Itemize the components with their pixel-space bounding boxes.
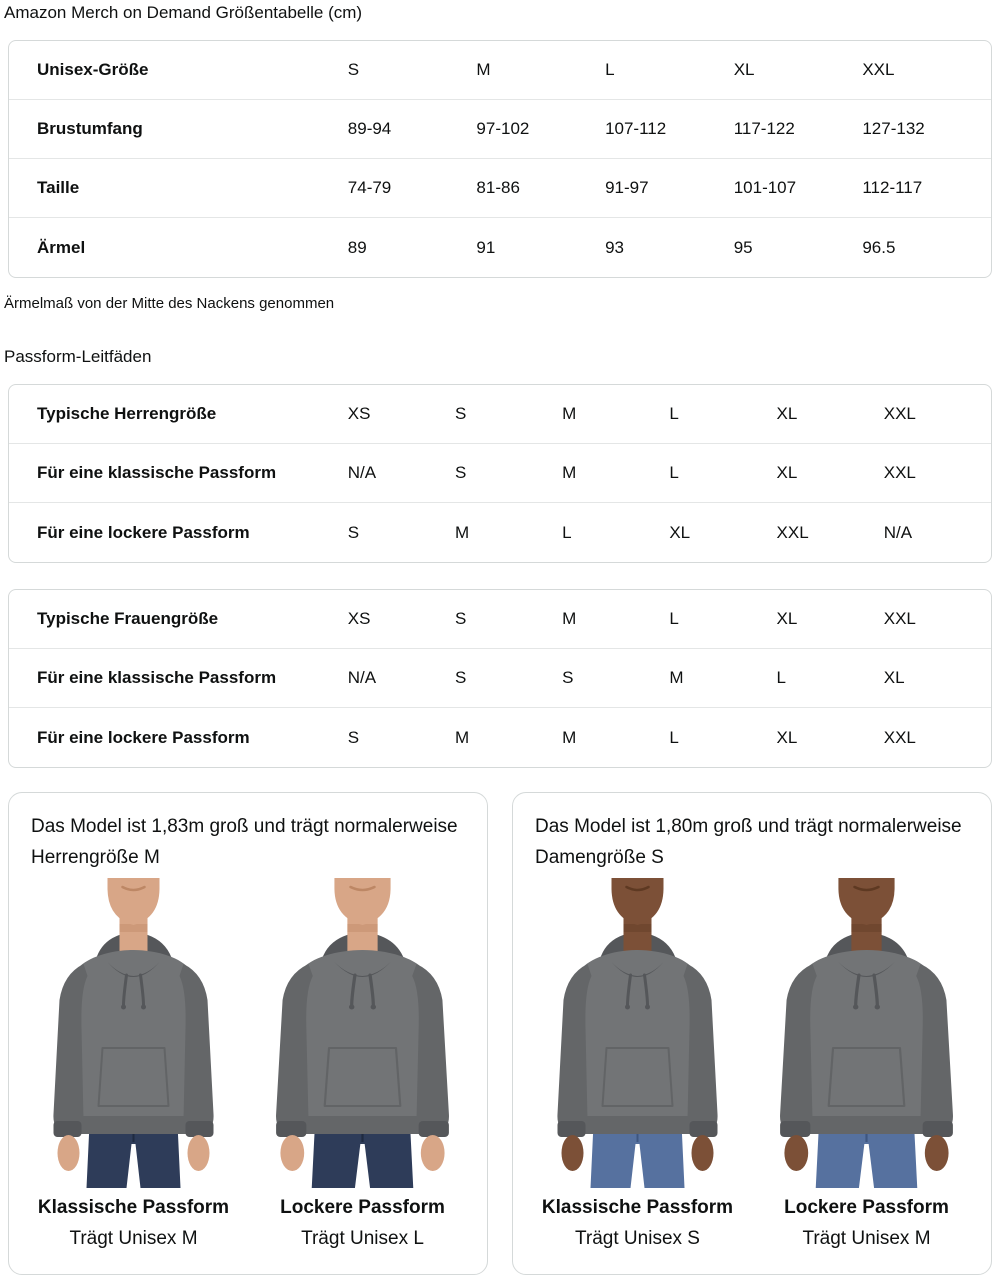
- sleeve-measurement-note: Ärmelmaß von der Mitte des Nackens genommen: [4, 295, 335, 312]
- unisex-size-table: [8, 40, 992, 278]
- size-worn-label: Trägt Unisex M: [802, 1228, 931, 1249]
- row-label: Für eine klassische Passform: [9, 649, 348, 708]
- table-row: [9, 649, 991, 708]
- male-model-classic-illustration: [23, 878, 244, 1188]
- size-cell: L: [669, 590, 776, 649]
- fit-label: Klassische Passform: [37, 1197, 230, 1218]
- model-cards: [8, 792, 992, 1275]
- size-cell: S: [455, 590, 562, 649]
- table-row: [9, 385, 991, 444]
- male-model-loose-illustration: [252, 878, 473, 1188]
- size-cell: L: [669, 444, 776, 503]
- size-cell: 95: [733, 237, 753, 257]
- womens-fit-table: [8, 589, 992, 768]
- size-cell: S: [348, 41, 477, 100]
- fit-label: Lockere Passform: [280, 1197, 445, 1218]
- size-cell: XL: [777, 444, 884, 503]
- size-cell: XXL: [884, 385, 991, 444]
- size-cell: S: [347, 522, 360, 542]
- size-cell: XXL: [776, 522, 809, 542]
- model-photo-loose-fit: [756, 878, 977, 1254]
- size-cell: N/A: [348, 649, 455, 708]
- size-cell: S: [347, 727, 360, 747]
- size-cell: M: [476, 41, 605, 100]
- fit-label: Lockere Passform: [784, 1197, 949, 1218]
- size-cell: 91-97: [605, 159, 734, 218]
- row-label: Für eine klassische Passform: [9, 444, 348, 503]
- size-cell: M: [562, 590, 669, 649]
- size-cell: L: [777, 649, 884, 708]
- size-cell: XXL: [862, 41, 991, 100]
- size-cell: 74-79: [348, 159, 477, 218]
- size-cell: XXL: [883, 727, 916, 747]
- size-cell: M: [454, 727, 470, 747]
- size-cell: 91: [476, 237, 496, 257]
- row-label: Für eine lockere Passform: [37, 522, 250, 542]
- size-cell: XXL: [884, 590, 991, 649]
- size-cell: XL: [884, 649, 991, 708]
- model-description: Das Model ist 1,83m groß und trägt normalerweise Herrengröße M: [31, 816, 458, 868]
- size-cell: M: [562, 385, 669, 444]
- mens-fit-table: [8, 384, 992, 563]
- size-worn-label: Trägt Unisex S: [575, 1228, 700, 1249]
- size-cell: 127-132: [862, 100, 991, 159]
- model-card-men: [8, 792, 488, 1275]
- size-cell: N/A: [348, 444, 455, 503]
- size-cell: 89: [347, 237, 367, 257]
- row-label: Taille: [9, 159, 348, 218]
- size-cell: XL: [776, 727, 798, 747]
- table-row: [9, 159, 991, 218]
- size-cell: L: [562, 522, 572, 542]
- table-row: [9, 218, 991, 277]
- fit-label: Klassische Passform: [541, 1197, 734, 1218]
- size-cell: M: [669, 649, 776, 708]
- size-cell: XS: [348, 385, 455, 444]
- size-worn-label: Trägt Unisex L: [301, 1228, 424, 1249]
- figure-caption: [23, 1192, 244, 1254]
- size-cell: 107-112: [605, 100, 734, 159]
- model-photo-classic-fit: [23, 878, 244, 1254]
- size-cell: N/A: [883, 522, 913, 542]
- table-row: [9, 503, 991, 562]
- size-cell: 97-102: [476, 100, 605, 159]
- table-row: [9, 708, 991, 767]
- size-cell: XL: [777, 385, 884, 444]
- size-cell: S: [455, 649, 562, 708]
- size-cell: S: [455, 444, 562, 503]
- table-row: [9, 590, 991, 649]
- size-worn-label: Trägt Unisex M: [69, 1228, 198, 1249]
- size-cell: XXL: [884, 444, 991, 503]
- table-row: [9, 41, 991, 100]
- model-description: Das Model ist 1,80m groß und trägt normalerweise Damengröße S: [535, 816, 962, 868]
- row-label: Typische Frauengröße: [9, 590, 348, 649]
- row-label: Ärmel: [37, 237, 86, 257]
- size-cell: XL: [734, 41, 863, 100]
- female-model-loose-illustration: [756, 878, 977, 1188]
- figure-caption: [527, 1192, 748, 1254]
- size-cell: L: [669, 385, 776, 444]
- row-label: Brustumfang: [9, 100, 348, 159]
- size-cell: L: [669, 727, 679, 747]
- size-cell: 96.5: [862, 237, 896, 257]
- table-row: [9, 444, 991, 503]
- size-cell: M: [562, 444, 669, 503]
- size-cell: 112-117: [862, 159, 991, 218]
- fit-guides-heading: Passform-Leitfäden: [4, 347, 152, 366]
- size-cell: S: [562, 649, 669, 708]
- model-photo-classic-fit: [527, 878, 748, 1254]
- size-cell: 93: [605, 237, 624, 257]
- figure-caption: [252, 1192, 473, 1254]
- figure-caption: [756, 1192, 977, 1254]
- size-cell: 81-86: [476, 159, 605, 218]
- size-cell: XL: [669, 522, 691, 542]
- size-cell: M: [562, 727, 577, 747]
- female-model-classic-illustration: [527, 878, 748, 1188]
- size-cell: L: [605, 41, 734, 100]
- size-cell: S: [455, 385, 562, 444]
- size-cell: 101-107: [734, 159, 863, 218]
- size-cell: M: [454, 522, 470, 542]
- size-cell: XL: [777, 590, 884, 649]
- size-cell: XS: [348, 590, 455, 649]
- size-cell: 89-94: [348, 100, 477, 159]
- row-label: Für eine lockere Passform: [37, 727, 250, 747]
- size-cell: 117-122: [734, 100, 863, 159]
- row-label: Typische Herrengröße: [9, 385, 348, 444]
- model-photo-loose-fit: [252, 878, 473, 1254]
- page-title: Amazon Merch on Demand Größentabelle (cm): [4, 3, 363, 22]
- table-row: [9, 100, 991, 159]
- model-card-women: [512, 792, 992, 1275]
- row-label: Unisex-Größe: [9, 41, 348, 100]
